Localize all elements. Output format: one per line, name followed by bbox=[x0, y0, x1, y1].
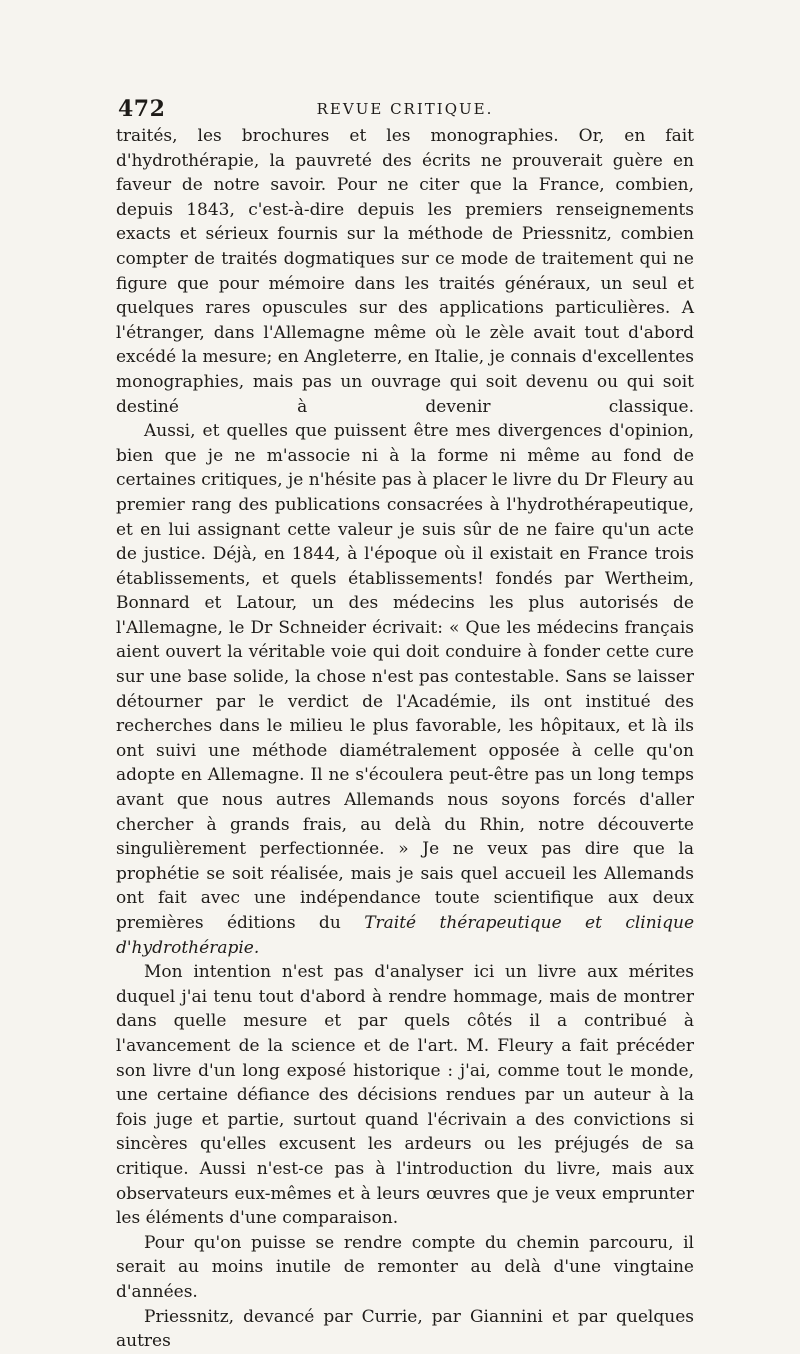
paragraph-5 bbox=[116, 1305, 694, 1354]
page-number: 472 bbox=[118, 96, 166, 122]
paragraph-3-text: Mon intention n'est pas d'analyser ici un livre aux mérites duquel j'ai tenu tout d'abord à rendre hommage, mais de montrer dans quelle mesure et par quels côtés il a contribué à l'avancement de la science et de l'art. M. Fleury a fait précéder son livre d'un long exposé historique : j'ai, comme tout le monde, une certaine défiance des décisions rendues par un auteur à la fois juge et partie, surtout quand l'écrivain a des convictions si sincères qu'elles excusent les ardeurs ou les préjugés de sa critique. Aussi n'est-ce pas à l'introduction du livre, mais aux observateurs eux-mêmes et à leurs œuvres que je veux emprunter les éléments d'une comparaison. bbox=[116, 962, 694, 1229]
page-header bbox=[118, 96, 692, 126]
body-text bbox=[116, 124, 694, 1354]
paragraph-4-text: Pour qu'on puisse se rendre compte du chemin parcouru, il serait au moins inutile de remonter au delà d'une vingtaine d'années. bbox=[116, 1232, 694, 1302]
paragraph-3 bbox=[116, 960, 694, 1231]
paragraph-2-text: Aussi, et quelles que puissent être mes divergences d'opinion, bien que je ne m'associe ni à la forme ni même au fond de certaines critiques, je n'hésite pas à placer le livre du Dr Fleury au premier rang des publications consacrées à l'hydrothérapeutique, et en lui assignant cette valeur je suis sûr de ne faire qu'un acte de justice. Déjà, en 1844, à l'époque où il existait en France trois établissements, et quels établissements! fondés par Wertheim, Bonnard et Latour, un des médecins les plus autorisés de l'Allemagne, le Dr Schneider écrivait: « Que les médecins français aient ouvert la véritable voie qui doit conduire à fonder cette cure sur une base solide, la chose n'est pas contestable. Sans se laisser détourner par le verdict de l'Académie, ils ont institué des recherches dans le milieu le plus favorable, les hôpitaux, et là ils ont suivi une méthode diamétralement opposée à celle qu'on adopte en Allemagne. Il ne s'écoulera peut-être pas un long temps avant que nous autres Allemands nous soyons forcés d'aller chercher à grands frais, au delà du Rhin, notre découverte singulièrement perfectionnée. » Je ne veux pas dire que la prophétie se soit réalisée, mais je sais quel accueil les Allemands ont fait avec une indépendance toute scientifique aux deux premières éditions du bbox=[116, 421, 694, 933]
paragraph-1 bbox=[116, 124, 694, 419]
paragraph-5-text: Priessnitz, devancé par Currie, par Giannini et par quelques autres bbox=[116, 1306, 694, 1352]
book-title-italic: Traité thérapeutique et clinique d'hydrothérapie. bbox=[116, 913, 695, 958]
paragraph-4 bbox=[116, 1231, 694, 1305]
paragraph-2 bbox=[116, 419, 694, 960]
paragraph-1-text: traités, les brochures et les monographies. Or, en fait d'hydrothérapie, la pauvreté des écrits ne prouverait guère en faveur de notre savoir. Pour ne citer que la France, combien, depuis 1843, c'est-à-dire depuis les premiers renseignements exacts et sérieux fournis sur la méthode de Priessnitz, combien compter de traités dogmatiques sur ce mode de traitement qui ne figure que pour mémoire dans les traités généraux, un seul et quelques rares opuscules sur des applications particulières. A l'étranger, dans l'Allemagne même où le zèle avait tout d'abord excédé la mesure; en Angleterre, en Italie, je connais d'excellentes monographies, mais pas un ouvrage qui soit devenu ou qui soit destiné à devenir classique. bbox=[116, 126, 694, 417]
running-title: REVUE CRITIQUE. bbox=[316, 100, 494, 118]
